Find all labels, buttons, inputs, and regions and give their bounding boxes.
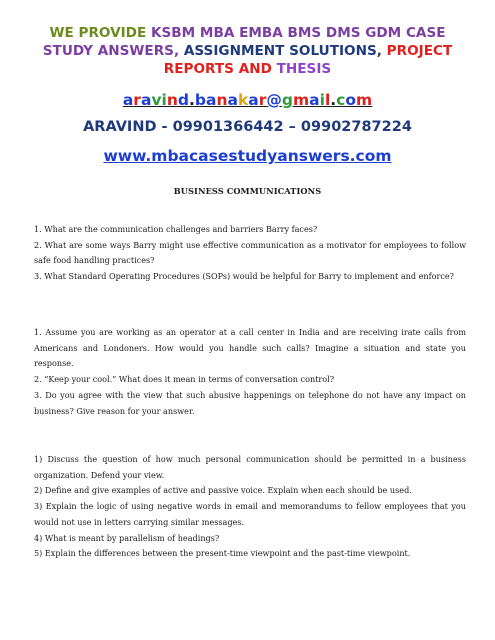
question-item: 1. What are the communication challenges and barriers Barry faces? xyxy=(34,224,318,234)
banner-line-2 xyxy=(20,42,475,60)
banner-text-run: WE PROVIDE xyxy=(49,25,151,41)
question-item: 2. “Keep your cool.” What does it mean in terms of conversation control? xyxy=(34,374,335,385)
banner-line-1 xyxy=(20,24,475,42)
banner-line-3 xyxy=(20,60,475,78)
email-char-run: k xyxy=(237,91,249,109)
question-set-2 xyxy=(34,325,466,419)
email-char-run: n xyxy=(166,91,178,109)
question-item: 3. What Standard Operating Procedures (SOPs) would be helpful for Barry to implement and enforce? xyxy=(34,271,455,282)
banner-text-run: STUDY ANSWERS, xyxy=(42,43,184,59)
banner-text-run: PROJECT xyxy=(386,43,453,59)
question-item: 3. Do you agree with the view that such abusive happenings on telephone do not have any impact on business? Give reason for your answer. xyxy=(34,389,466,416)
email-char-run: m xyxy=(293,91,310,109)
email-char-run: n xyxy=(216,91,228,109)
email-char-run: . xyxy=(188,91,195,109)
promo-banner xyxy=(20,24,475,78)
email-link[interactable] xyxy=(20,91,475,109)
question-item: 2) Define and give examples of active and passive voice. Explain when each should be used. xyxy=(34,485,412,496)
email-char-run: r xyxy=(133,91,141,109)
document-title: BUSINESS COMMUNICATIONS xyxy=(173,186,322,196)
email-char-run: i xyxy=(319,91,325,109)
email-char-run: @ xyxy=(266,91,282,109)
banner-text-run: KSBM MBA EMBA BMS DMS GDM CASE xyxy=(150,25,446,41)
question-set-1 xyxy=(34,222,466,285)
email-char-run: a xyxy=(122,91,134,109)
email-char-run: a xyxy=(248,91,259,109)
email-char-run: r xyxy=(258,91,267,109)
email-char-run: d xyxy=(177,91,189,109)
question-item: 1) Discuss the question of how much personal communication should be permitted in a business organization. Defend your view. xyxy=(34,454,466,480)
question-set-3 xyxy=(34,452,466,562)
question-item: 5) Explain the differences between the present-time viewpoint and the past-time viewpoint. xyxy=(34,548,411,559)
banner-text-run: REPORTS AND xyxy=(163,61,277,77)
email-char-run: . xyxy=(330,91,337,109)
email-char-run: m xyxy=(356,91,373,109)
email-char-run: a xyxy=(227,91,238,109)
phone-numbers: ARAVIND - 09901366442 – 09902787224 xyxy=(83,119,412,135)
banner-text-run: THESIS xyxy=(276,61,332,77)
question-item: 2. What are some ways Barry might use effective communication as a motivator for employees to follow safe food handling practices? xyxy=(34,239,466,266)
email-char-run: a xyxy=(309,91,320,109)
banner-text-run: ASSIGNMENT SOLUTIONS, xyxy=(183,43,387,59)
question-item: 3) Explain the logic of using negative words in email and memorandums to fellow employees that you would not use in letters carrying similar messages. xyxy=(34,501,466,527)
question-item: 4) What is meant by parallelism of headings? xyxy=(34,532,220,543)
email-char-run: vi xyxy=(151,91,167,109)
question-item: 1. Assume you are working as an operator at a call center in India and are receiving irate calls from Americans and Londoners. How would you handle such calls? Imagine a situation and state you response. xyxy=(34,327,466,369)
email-char-run: l xyxy=(324,91,331,109)
email-char-run: c xyxy=(336,91,346,109)
email-char-run: ba xyxy=(194,91,217,109)
email-char-run: a xyxy=(140,91,152,109)
email-char-run: o xyxy=(345,91,357,109)
email-char-run: g xyxy=(281,91,293,109)
website-link[interactable]: www.mbacasestudyanswers.com xyxy=(103,147,392,165)
